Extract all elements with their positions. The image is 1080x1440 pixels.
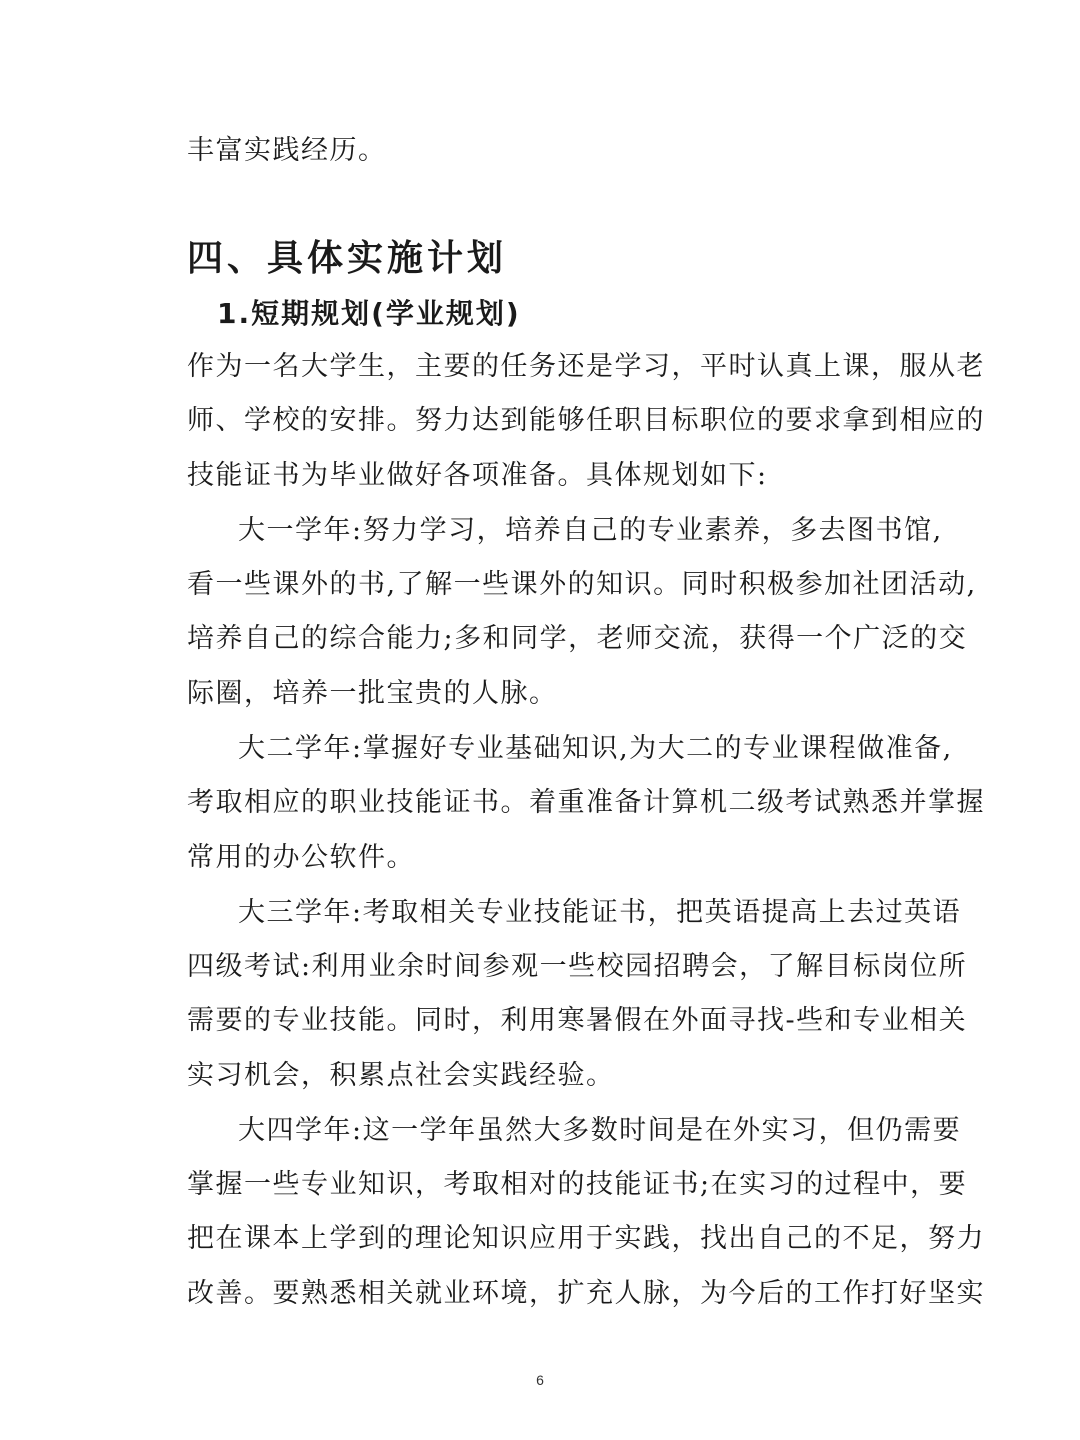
text-line: 培养自己的综合能力;多和同学，老师交流，获得一个广泛的交 bbox=[187, 623, 968, 654]
text-line: 师、学校的安排。努力达到能够任职目标职位的要求拿到相应的 bbox=[187, 405, 985, 436]
text-line: 技能证书为毕业做好各项准备。具体规划如下: bbox=[187, 460, 768, 491]
text-line: 改善。要熟悉相关就业环境，扩充人脉，为今后的工作打好坚实 bbox=[187, 1278, 985, 1309]
text-line: 常用的办公软件。 bbox=[187, 842, 415, 873]
text-line: 需要的专业技能。同时，利用寒暑假在外面寻找-些和专业相关 bbox=[187, 1005, 968, 1036]
text-line: 大一学年:努力学习，培养自己的专业素养，多去图书馆, bbox=[238, 515, 943, 546]
text-line: 四级考试:利用业余时间参观一些校园招聘会，了解目标岗位所 bbox=[187, 951, 968, 982]
text-line: 把在课本上学到的理论知识应用于实践，找出自己的不足，努力 bbox=[187, 1223, 985, 1254]
text-line: 看一些课外的书,了解一些课外的知识。同时积极参加社团活动, bbox=[187, 569, 977, 600]
text-line: 实习机会，积累点社会实践经验。 bbox=[187, 1060, 615, 1091]
section-heading: 四、具体实施计划 bbox=[187, 238, 508, 279]
subsection-heading: 1.短期规划(学业规划) bbox=[217, 297, 521, 330]
text-line: 大四学年:这一学年虽然大多数时间是在外实习，但仍需要 bbox=[238, 1115, 962, 1146]
text-line: 掌握一些专业知识，考取相对的技能证书;在实习的过程中，要 bbox=[187, 1169, 968, 1200]
text-line: 作为一名大学生，主要的任务还是学习，平时认真上课，服从老 bbox=[187, 351, 985, 382]
text-line: 大二学年:掌握好专业基础知识,为大二的专业课程做准备, bbox=[238, 733, 953, 764]
text-line: 际圈，培养一批宝贵的人脉。 bbox=[187, 678, 558, 709]
text-line: 考取相应的职业技能证书。着重准备计算机二级考试熟悉并掌握 bbox=[187, 787, 985, 818]
page-number: 6 bbox=[536, 1372, 544, 1388]
text-line: 丰富实践经历。 bbox=[187, 135, 387, 166]
text-line: 大三学年:考取相关专业技能证书，把英语提高上去过英语 bbox=[238, 897, 962, 928]
